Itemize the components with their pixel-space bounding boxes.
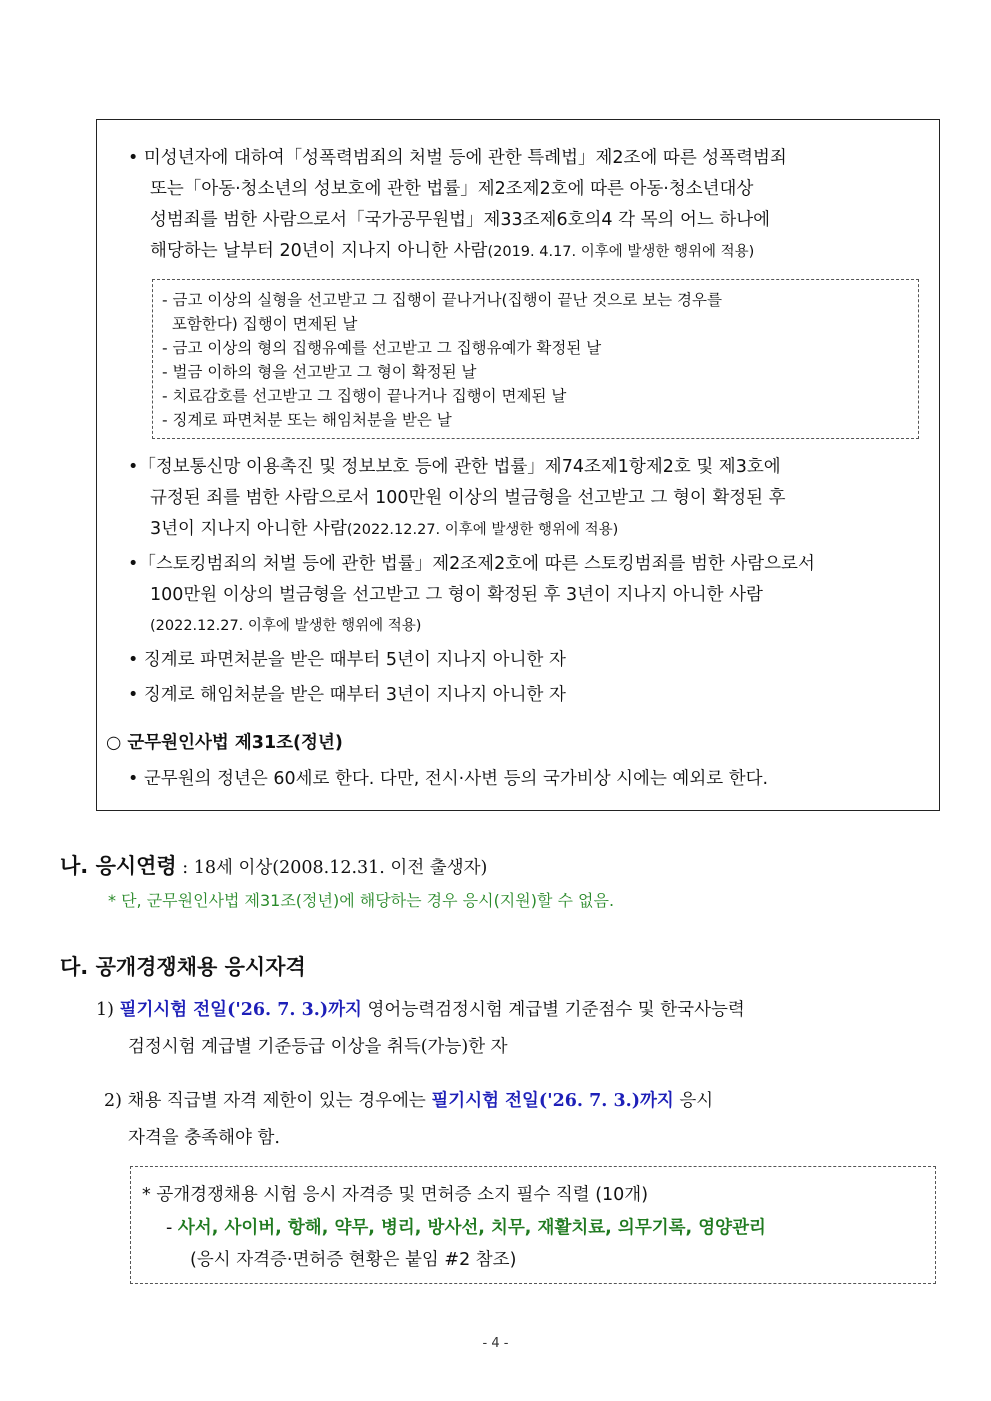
sub-item-5: - 징계로 파면처분 또는 해임처분을 받은 날 <box>162 411 452 429</box>
law-title: ○ 군무원인사법 제31조(정년) <box>106 733 343 753</box>
bullet-3-line-1: •「스토킹범죄의 처벌 등에 관한 법률」제2조제2호에 따른 스토킹범죄를 범한 사람으로서 <box>128 554 815 574</box>
certificate-note-line-1: * 공개경쟁채용 시험 응시 자격증 및 면허증 소지 필수 직렬 (10개) <box>142 1185 649 1205</box>
bullet-3-note: (2022.12.27. 이후에 발생한 행위에 적용) <box>150 618 422 634</box>
certificate-note-line-3: (응시 자격증·면허증 현황은 붙임 #2 참조) <box>190 1250 517 1270</box>
sub-item-3: - 벌금 이하의 형을 선고받고 그 형이 확정된 날 <box>162 363 477 381</box>
bullet-2-line-3: 3년이 지나지 아니한 사람(2022.12.27. 이후에 발생한 행위에 적용) <box>150 519 619 539</box>
da-item-1-line-2: 검정시험 계급별 기준등급 이상을 취득(가능)한 자 <box>128 1037 508 1057</box>
section-da-title: 다. 공개경쟁채용 응시자격 <box>60 955 306 979</box>
law-text: • 군무원의 정년은 60세로 한다. 다만, 전시·사변 등의 국가비상 시에는 예외로 한다. <box>128 769 769 789</box>
bullet-3-line-2: 100만원 이상의 벌금형을 선고받고 그 형이 확정된 후 3년이 지나지 아니한 사람 <box>150 585 763 605</box>
da-item-2-line-1: 2) 채용 직급별 자격 제한이 있는 경우에는 필기시험 전일('26. 7. 3.)까지 응시 <box>104 1091 714 1111</box>
bullet-5: • 징계로 해임처분을 받은 때부터 3년이 지나지 아니한 자 <box>128 685 566 705</box>
section-na <box>60 850 487 880</box>
sub-item-4: - 치료감호를 선고받고 그 집행이 끝나거나 집행이 면제된 날 <box>162 387 567 405</box>
da-item-1-line-1: 1) 필기시험 전일('26. 7. 3.)까지 영어능력검정시험 계급별 기준점수 및 한국사능력 <box>96 1000 745 1020</box>
certificate-note-line-2: - 사서, 사이버, 항해, 약무, 병리, 방사선, 치무, 재활치료, 의무기록, 영양관리 <box>166 1218 766 1238</box>
section-na-text: : 18세 이상(2008.12.31. 이전 출생자) <box>176 858 488 878</box>
bullet-1-line-1: • 미성년자에 대하여「성폭력범죄의 처벌 등에 관한 특례법」제2조에 따른 성폭력범죄 <box>128 148 787 168</box>
bullet-1-line-4: 해당하는 날부터 20년이 지나지 아니한 사람(2019. 4.17. 이후에 발생한 행위에 적용) <box>150 241 755 261</box>
da-item-2-line-2: 자격을 충족해야 함. <box>128 1128 280 1148</box>
bullet-1-line-2: 또는「아동·청소년의 성보호에 관한 법률」제2조제2호에 따른 아동·청소년대상 <box>150 179 754 199</box>
bullet-4: • 징계로 파면처분을 받은 때부터 5년이 지나지 아니한 자 <box>128 650 566 670</box>
sub-item-2: - 금고 이상의 형의 집행유예를 선고받고 그 집행유예가 확정된 날 <box>162 339 602 357</box>
sub-item-1-cont: 포함한다) 집행이 면제된 날 <box>162 315 358 333</box>
section-na-note: * 단, 군무원인사법 제31조(정년)에 해당하는 경우 응시(지원)할 수 없음. <box>108 891 615 910</box>
bullet-2-line-2: 규정된 죄를 범한 사람으로서 100만원 이상의 벌금형을 선고받고 그 형이 확정된 후 <box>150 488 786 508</box>
bullet-2-line-1: •「정보통신망 이용촉진 및 정보보호 등에 관한 법률」제74조제1항제2호 및 제3호에 <box>128 457 781 477</box>
section-na-label: 나. 응시연령 <box>60 854 177 878</box>
bullet-1-line-3: 성범죄를 범한 사람으로서「국가공무원법」제33조제6호의4 각 목의 어느 하나에 <box>150 210 771 230</box>
page-number: - 4 - <box>482 1336 509 1351</box>
sub-item-1: - 금고 이상의 실형을 선고받고 그 집행이 끝나거나(집행이 끝난 것으로 보는 경우를 <box>162 291 722 309</box>
